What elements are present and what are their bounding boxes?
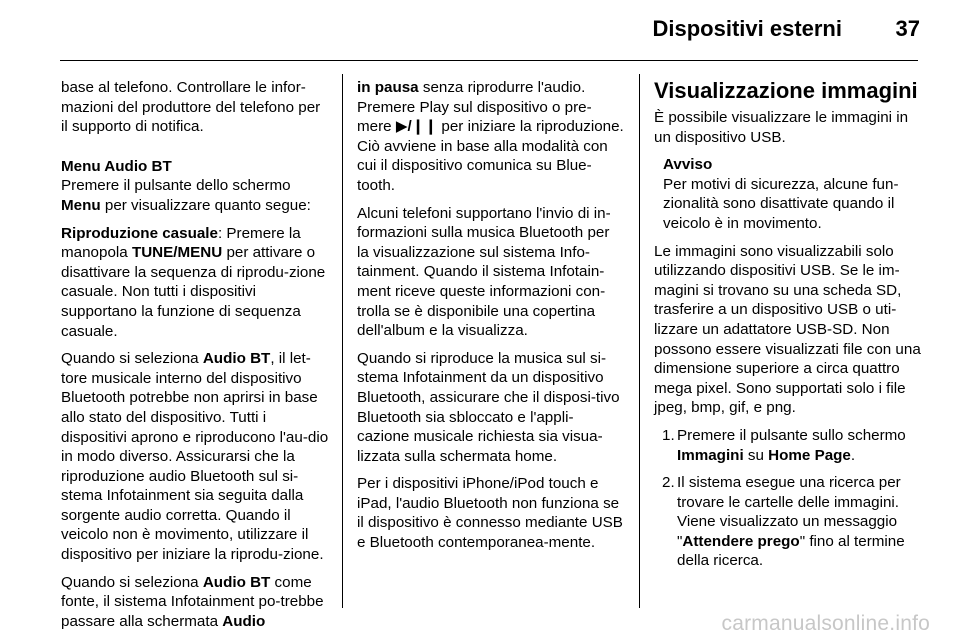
column-divider-1 [342, 74, 343, 608]
shuffle-paragraph: Riproduzione casuale: Premere la manopola TUNE/MENU per attivare o disattivare la sequenza di riprodu-zione casuale. Non tutti i dispositivi supportano la funzione di sequenza casuale. [61, 224, 326, 340]
play-pause-icon: ▶/❙❙ [395, 118, 438, 136]
note-text: Per motivi di sicurezza, alcune fun-zionalità sono disattivate quando il veicolo è in movimento. [663, 175, 899, 232]
page-header [0, 0, 960, 62]
paragraph: base al telefono. Controllare le infor-mazioni del produttore del telefono per il supporto di notifica. [61, 79, 321, 136]
menu-section: Menu Audio BT Premere il pulsante dello schermo Menu per visualizzare quanto segue: [61, 157, 311, 214]
column-1 [61, 78, 329, 639]
list-item: 2. Il sistema esegue una ricerca per trovare le cartelle delle immagini. Viene visualizzato un messaggio "Attendere prego" fino al termine della ricerca. [662, 474, 905, 570]
paragraph: Quando si riproduce la musica sul si-stema Infotainment da un dispositivo Bluetooth, assicurare che il disposi-tivo Bluetooth sia sbloccato e l'appli-cazione musicale richiesta sia visua-lizzata sulla schermata home. [357, 349, 620, 465]
header-rule [60, 60, 918, 61]
column-divider-2 [639, 74, 640, 608]
column-2 [357, 78, 625, 561]
paragraph: Alcuni telefoni supportano l'invio di in-formazioni sulla musica Bluetooth per la visualizzazione sul sistema Info-tainment. Quando il sistema Infotain-ment riceve queste informazioni con-trolla se è disponibile una copertina dell'album e la visualizza. [357, 204, 611, 340]
menu-heading: Menu Audio BT [61, 157, 172, 175]
paragraph: Quando si seleziona Audio BT come fonte, il sistema Infotainment po-trebbe passare alla schermata Audio [61, 573, 324, 630]
page-number: 37 [895, 16, 920, 41]
paragraph: È possibile visualizzare le immagini in un dispositivo USB. [654, 109, 909, 146]
column-3 [654, 78, 926, 579]
note-box [654, 155, 926, 233]
page-title: Dispositivi esterni [652, 16, 842, 41]
section-title: Visualizzazione immagini [654, 78, 918, 103]
paragraph: Per i dispositivi iPhone/iPod touch e iPad, l'audio Bluetooth non funziona se il dispositivo è connesso mediante USB e Bluetooth contemporanea-mente. [357, 475, 623, 552]
steps-list [654, 426, 926, 571]
paragraph: in pausa senza riprodurre l'audio. Premere Play sul dispositivo o pre-mere ▶/❙❙ per iniziare la riproduzione. Ciò avviene in base alla modalità con cui il dispositivo comunica su Blue-tooth. [357, 79, 624, 194]
list-item: 1. Premere il pulsante sullo schermo Immagini su Home Page. [662, 426, 906, 464]
paragraph: Quando si seleziona Audio BT, il let-tore musicale interno del dispositivo Bluetooth potrebbe non aprirsi in base allo stato del dispositivo. Tutti i dispositivi aprono e riproducono l'au-dio in modo diverso. Assicurarsi che la riproduzione audio Bluetooth sul si-stema Infotainment sia seguita dalla sorgente audio corretta. Quando il veicolo non è movimento, utilizzare il dispositivo per iniziare la riprodu-zione. [61, 350, 329, 564]
paragraph: Le immagini sono visualizzabili solo utilizzando dispositivi USB. Se le im-magini si trovano su una scheda SD, trasferire a un dispositivo USB o uti-lizzare un adattatore USB-SD. Non possono essere visualizzati file con una dimensione superiore a circa quattro mega pixel. Sono supportati solo i file jpeg, bmp, gif, e png. [654, 242, 921, 417]
note-title: Avviso [663, 156, 713, 174]
watermark: carmanualsonline.info [721, 612, 930, 635]
